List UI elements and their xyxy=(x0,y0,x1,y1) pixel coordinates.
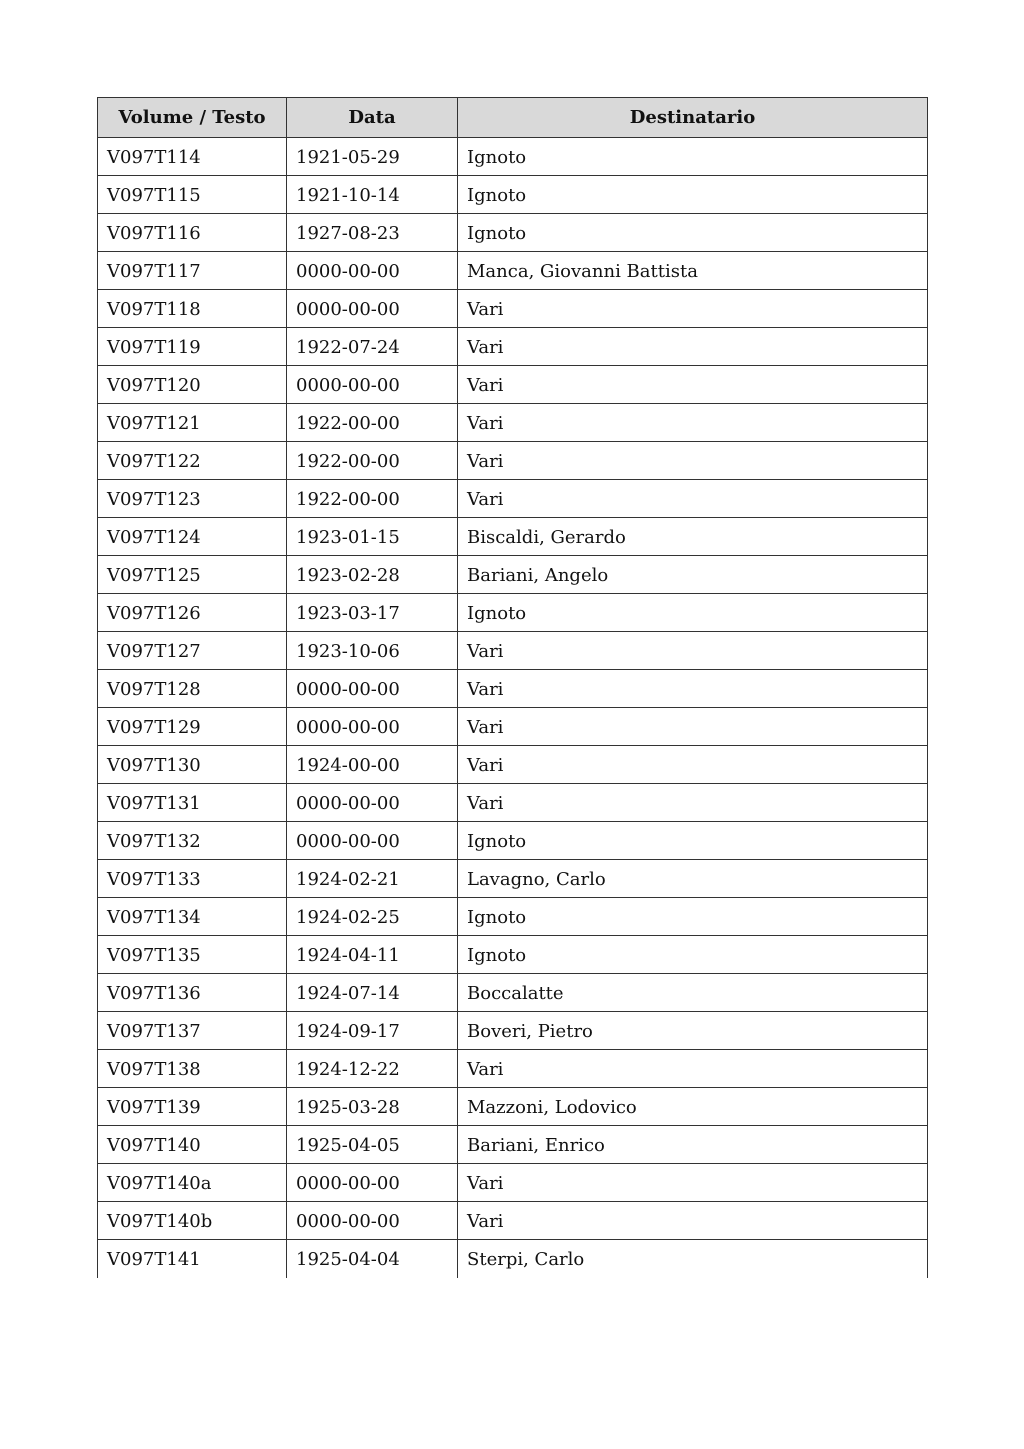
table-row xyxy=(98,1202,928,1240)
cell-destinatario: Ignoto xyxy=(458,138,928,176)
cell-volume-testo: V097T141 xyxy=(98,1240,287,1278)
cell-data: 1924-12-22 xyxy=(287,1050,458,1088)
cell-destinatario: Ignoto xyxy=(458,936,928,974)
cell-data: 0000-00-00 xyxy=(287,670,458,708)
cell-destinatario: Vari xyxy=(458,708,928,746)
table-row xyxy=(98,252,928,290)
cell-data: 1923-02-28 xyxy=(287,556,458,594)
cell-volume-testo: V097T116 xyxy=(98,214,287,252)
table-row xyxy=(98,328,928,366)
table-row xyxy=(98,1126,928,1164)
table-row xyxy=(98,138,928,176)
cell-volume-testo: V097T139 xyxy=(98,1088,287,1126)
cell-destinatario: Vari xyxy=(458,784,928,822)
cell-data: 1923-03-17 xyxy=(287,594,458,632)
cell-data: 0000-00-00 xyxy=(287,822,458,860)
cell-volume-testo: V097T125 xyxy=(98,556,287,594)
cell-destinatario: Bariani, Angelo xyxy=(458,556,928,594)
table-row xyxy=(98,822,928,860)
table-row xyxy=(98,556,928,594)
cell-data: 1922-00-00 xyxy=(287,480,458,518)
cell-volume-testo: V097T123 xyxy=(98,480,287,518)
cell-data: 1922-00-00 xyxy=(287,404,458,442)
cell-volume-testo: V097T117 xyxy=(98,252,287,290)
cell-destinatario: Vari xyxy=(458,670,928,708)
cell-destinatario: Bariani, Enrico xyxy=(458,1126,928,1164)
table-row xyxy=(98,632,928,670)
table-row xyxy=(98,480,928,518)
cell-destinatario: Boveri, Pietro xyxy=(458,1012,928,1050)
cell-data: 1927-08-23 xyxy=(287,214,458,252)
table-row xyxy=(98,518,928,556)
table-row xyxy=(98,1050,928,1088)
cell-volume-testo: V097T130 xyxy=(98,746,287,784)
cell-volume-testo: V097T136 xyxy=(98,974,287,1012)
cell-destinatario: Lavagno, Carlo xyxy=(458,860,928,898)
cell-data: 1924-02-21 xyxy=(287,860,458,898)
cell-destinatario: Vari xyxy=(458,632,928,670)
cell-data: 1925-04-04 xyxy=(287,1240,458,1278)
table-row xyxy=(98,442,928,480)
cell-destinatario: Vari xyxy=(458,1050,928,1088)
cell-destinatario: Ignoto xyxy=(458,822,928,860)
table-row xyxy=(98,176,928,214)
table-header-row xyxy=(98,98,928,138)
table-row xyxy=(98,746,928,784)
cell-data: 0000-00-00 xyxy=(287,290,458,328)
cell-data: 1922-07-24 xyxy=(287,328,458,366)
cell-destinatario: Vari xyxy=(458,404,928,442)
cell-data: 1921-05-29 xyxy=(287,138,458,176)
cell-volume-testo: V097T122 xyxy=(98,442,287,480)
cell-destinatario: Biscaldi, Gerardo xyxy=(458,518,928,556)
table-row xyxy=(98,860,928,898)
cell-destinatario: Vari xyxy=(458,1164,928,1202)
cell-destinatario: Vari xyxy=(458,328,928,366)
cell-destinatario: Sterpi, Carlo xyxy=(458,1240,928,1278)
cell-volume-testo: V097T140 xyxy=(98,1126,287,1164)
cell-data: 1921-10-14 xyxy=(287,176,458,214)
table-row xyxy=(98,366,928,404)
cell-data: 1924-02-25 xyxy=(287,898,458,936)
cell-data: 1924-04-11 xyxy=(287,936,458,974)
table-row xyxy=(98,936,928,974)
table-body xyxy=(98,138,928,1278)
cell-volume-testo: V097T118 xyxy=(98,290,287,328)
cell-data: 1924-07-14 xyxy=(287,974,458,1012)
cell-destinatario: Ignoto xyxy=(458,214,928,252)
table-row xyxy=(98,290,928,328)
cell-destinatario: Manca, Giovanni Battista xyxy=(458,252,928,290)
cell-destinatario: Vari xyxy=(458,290,928,328)
cell-destinatario: Vari xyxy=(458,746,928,784)
cell-volume-testo: V097T140a xyxy=(98,1164,287,1202)
cell-data: 1924-00-00 xyxy=(287,746,458,784)
cell-destinatario: Mazzoni, Lodovico xyxy=(458,1088,928,1126)
cell-destinatario: Vari xyxy=(458,1202,928,1240)
table-row xyxy=(98,1088,928,1126)
cell-data: 1923-01-15 xyxy=(287,518,458,556)
header-destinatario: Destinatario xyxy=(458,98,928,138)
cell-volume-testo: V097T140b xyxy=(98,1202,287,1240)
table-row xyxy=(98,974,928,1012)
header-data: Data xyxy=(287,98,458,138)
cell-volume-testo: V097T120 xyxy=(98,366,287,404)
cell-destinatario: Boccalatte xyxy=(458,974,928,1012)
cell-data: 1922-00-00 xyxy=(287,442,458,480)
cell-destinatario: Vari xyxy=(458,442,928,480)
cell-volume-testo: V097T128 xyxy=(98,670,287,708)
table-row xyxy=(98,214,928,252)
table-row xyxy=(98,1164,928,1202)
cell-volume-testo: V097T138 xyxy=(98,1050,287,1088)
cell-volume-testo: V097T127 xyxy=(98,632,287,670)
cell-volume-testo: V097T135 xyxy=(98,936,287,974)
cell-volume-testo: V097T119 xyxy=(98,328,287,366)
cell-volume-testo: V097T124 xyxy=(98,518,287,556)
table-row xyxy=(98,1240,928,1278)
table-row xyxy=(98,1012,928,1050)
cell-data: 1925-04-05 xyxy=(287,1126,458,1164)
cell-volume-testo: V097T137 xyxy=(98,1012,287,1050)
cell-volume-testo: V097T134 xyxy=(98,898,287,936)
cell-data: 1925-03-28 xyxy=(287,1088,458,1126)
cell-data: 0000-00-00 xyxy=(287,1164,458,1202)
cell-volume-testo: V097T132 xyxy=(98,822,287,860)
table-row xyxy=(98,404,928,442)
cell-volume-testo: V097T121 xyxy=(98,404,287,442)
cell-volume-testo: V097T131 xyxy=(98,784,287,822)
cell-volume-testo: V097T126 xyxy=(98,594,287,632)
cell-data: 0000-00-00 xyxy=(287,784,458,822)
cell-volume-testo: V097T114 xyxy=(98,138,287,176)
table-row xyxy=(98,670,928,708)
table-row xyxy=(98,708,928,746)
cell-data: 0000-00-00 xyxy=(287,366,458,404)
table-row xyxy=(98,784,928,822)
table-row xyxy=(98,898,928,936)
cell-destinatario: Vari xyxy=(458,480,928,518)
cell-volume-testo: V097T133 xyxy=(98,860,287,898)
header-volume-testo: Volume / Testo xyxy=(98,98,287,138)
cell-volume-testo: V097T115 xyxy=(98,176,287,214)
cell-destinatario: Vari xyxy=(458,366,928,404)
cell-destinatario: Ignoto xyxy=(458,898,928,936)
cell-data: 0000-00-00 xyxy=(287,1202,458,1240)
cell-data: 1924-09-17 xyxy=(287,1012,458,1050)
cell-data: 0000-00-00 xyxy=(287,252,458,290)
letters-table xyxy=(97,97,928,1278)
cell-data: 0000-00-00 xyxy=(287,708,458,746)
table-row xyxy=(98,594,928,632)
cell-data: 1923-10-06 xyxy=(287,632,458,670)
cell-destinatario: Ignoto xyxy=(458,594,928,632)
cell-volume-testo: V097T129 xyxy=(98,708,287,746)
cell-destinatario: Ignoto xyxy=(458,176,928,214)
